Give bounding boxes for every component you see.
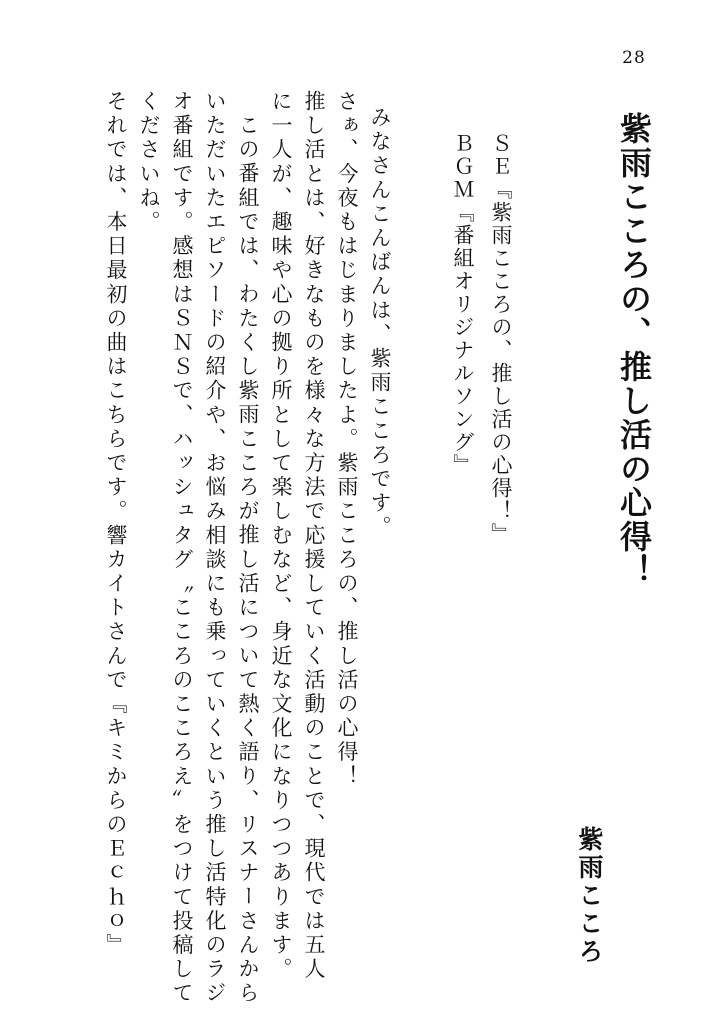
- script-body: [104, 90, 396, 1006]
- script-line: 推し活とは、好きなものを様々な方法で応援していく活動のことで、現代では五人: [302, 90, 326, 982]
- sound-effect-direction: ＳＥ『紫雨こころの、推し活の心得！』: [489, 132, 513, 546]
- script-line: に一人が、趣味や心の拠り所として楽しむなど、身近な文化になりつつあります。: [269, 90, 293, 982]
- script-line: くださいね。: [137, 90, 161, 235]
- stage-directions: [442, 132, 520, 546]
- script-line: それでは、本日最初の曲はこちらです。響カイトさんで『キミからのＥｃｈｏ』: [104, 90, 128, 958]
- script-line: みなさんこんばんは、紫雨こころです。: [368, 106, 392, 540]
- bgm-direction: ＢＧＭ『番組オリジナルソング』: [451, 132, 475, 477]
- script-line: この番組では、わたくし紫雨こころが推し活について熱く語り、リスナーさんから: [236, 114, 260, 1006]
- chapter-title: 紫雨こころの、推し活の心得！: [615, 112, 653, 588]
- author-name: 紫雨こころ: [575, 826, 604, 966]
- script-line: いただいたエピソードの紹介や、お悩み相談にも乗っていくという推し活特化のラジ: [203, 90, 227, 1006]
- script-line: さぁ、今夜もはじまりましたよ。紫雨こころの、推し活の心得！: [335, 90, 359, 789]
- page-number: 28: [622, 48, 646, 68]
- script-line: オ番組です。感想はＳＮＳで、ハッシュタグ〝こころのこころえ〟をつけて投稿して: [170, 90, 194, 1006]
